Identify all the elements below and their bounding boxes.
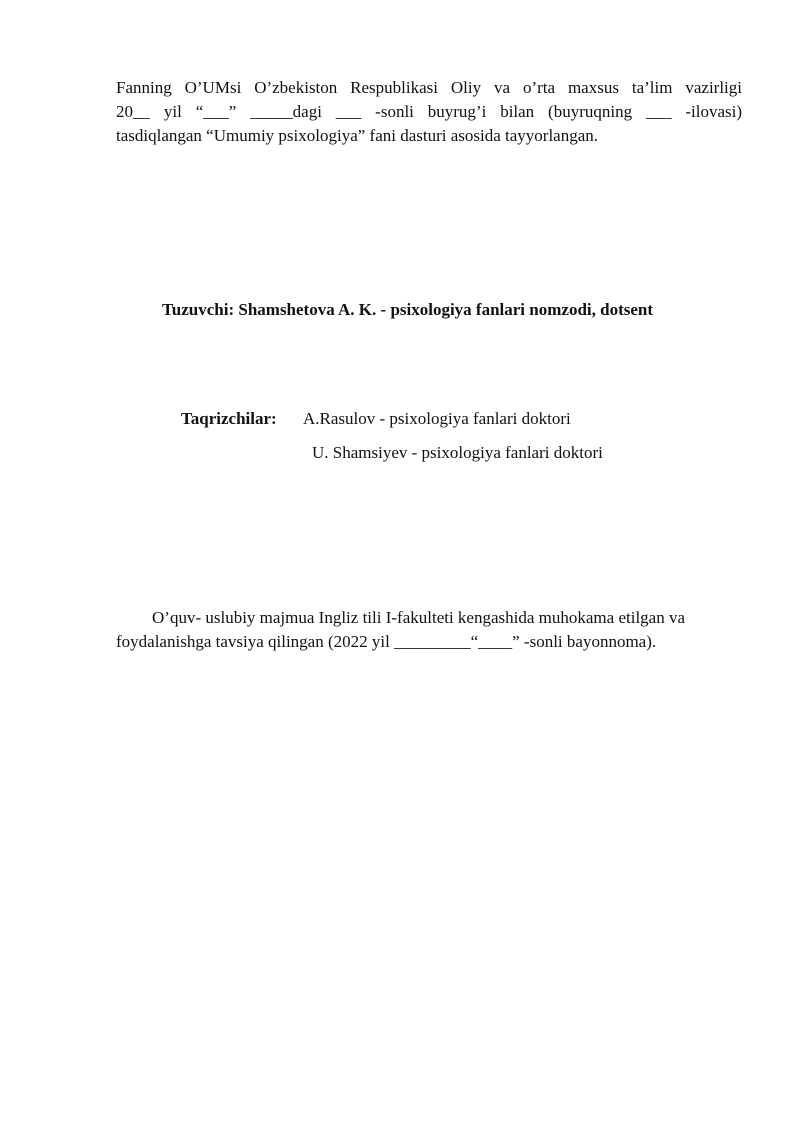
intro-line-1: Fanning O’UMsi O’zbekiston Respublikasi Oliy va o’rta maxsus ta’lim vazirligi — [116, 78, 742, 97]
author-line: Tuzuvchi: Shamshetova A. K. - psixologiya fanlari nomzodi, dotsent — [162, 300, 654, 319]
reviewer-2: U. Shamsiyev - psixologiya fanlari doktori — [312, 443, 603, 462]
approval-line-2: foydalanishga tavsiya qilingan (2022 yil _________“____” -sonli bayonnoma). — [116, 632, 657, 651]
intro-paragraph — [116, 76, 742, 148]
intro-line-2: 20__ yil “___” _____dagi ___ -sonli buyrug’i bilan (buyruqning ___ -ilovasi) — [116, 102, 742, 121]
reviewer-1: A.Rasulov - psixologiya fanlari doktori — [303, 409, 571, 428]
reviewer-row-2 — [181, 436, 603, 470]
approval-paragraph — [116, 606, 746, 654]
reviewer-row-1 — [181, 402, 603, 436]
intro-line-3: tasdiqlangan “Umumiy psixologiya” fani dasturi asosida tayyorlangan. — [116, 126, 599, 145]
reviewers-label: Taqrizchilar: — [181, 409, 277, 428]
reviewers-block — [181, 402, 603, 470]
approval-line-1: O’quv- uslubiy majmua Ingliz tili I-fakulteti kengashida muhokama etilgan va — [152, 608, 686, 627]
